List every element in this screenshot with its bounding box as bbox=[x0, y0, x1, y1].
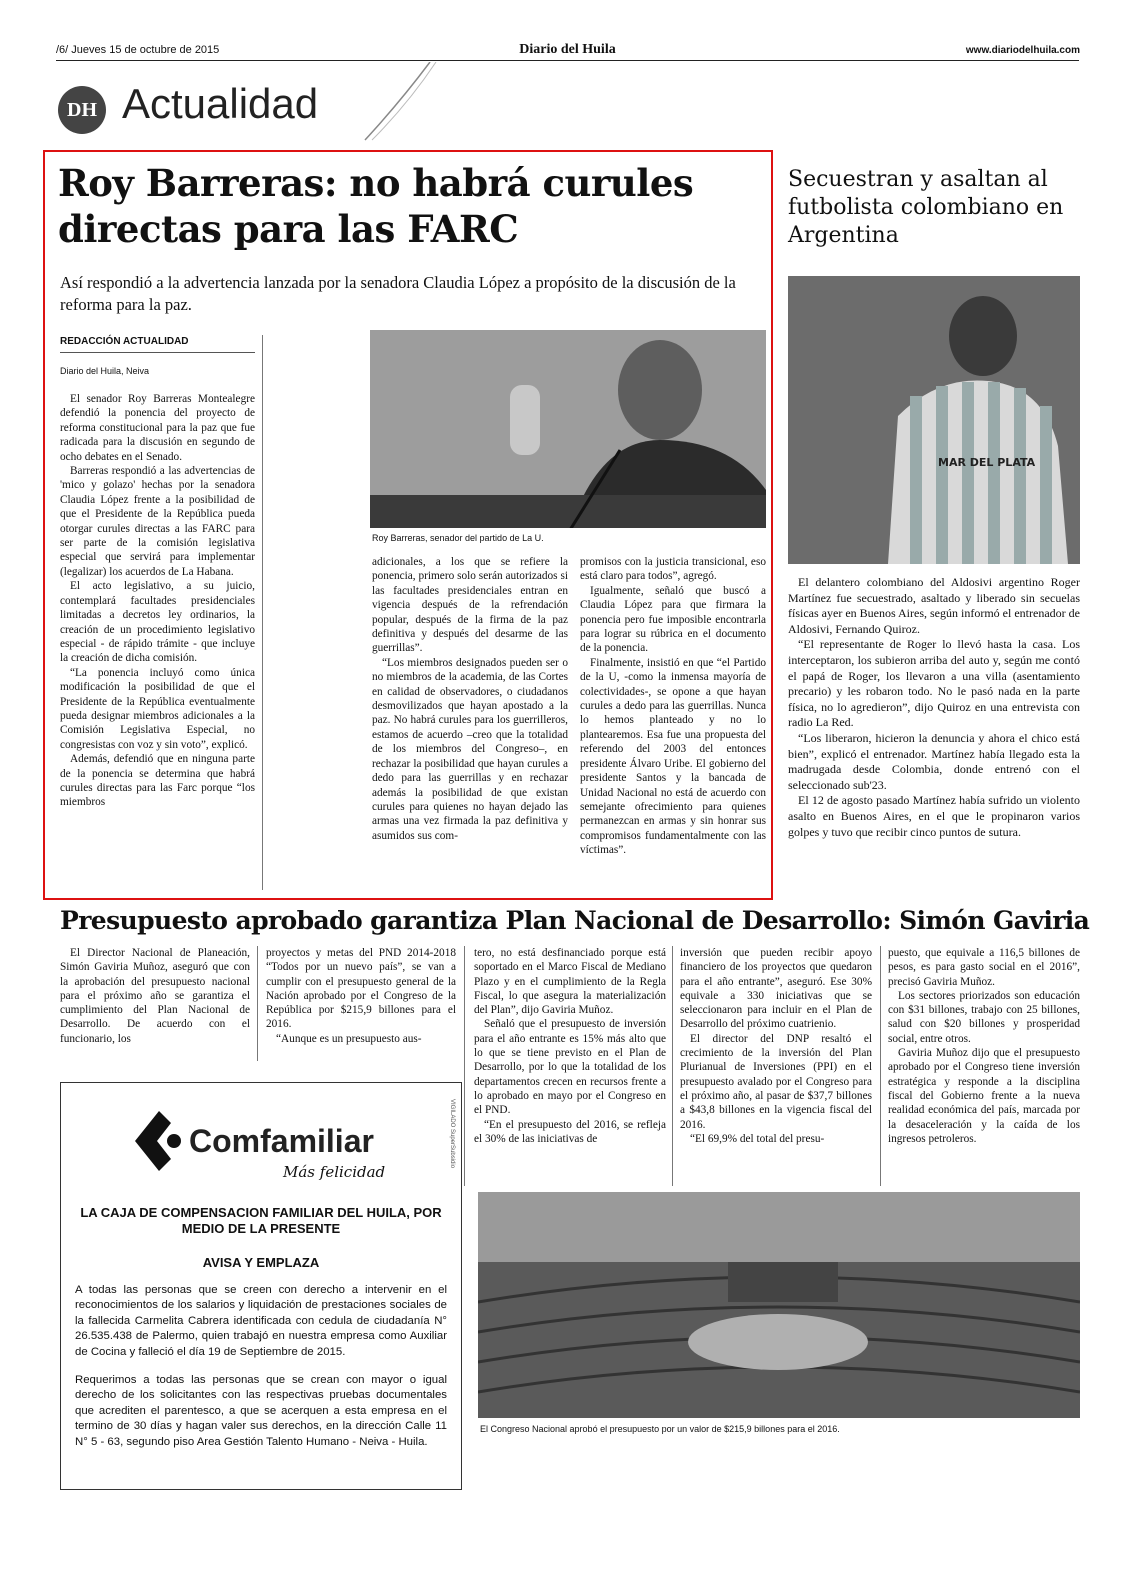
paragraph: El acto legislativo, a su juicio, contemplará facultades presidenciales limitadas a decretos ley ordinarios, la creación de un procedimiento legislativo especial - de rápido trámite - que incluye la creación de dicha comisión. bbox=[60, 580, 255, 665]
ad-paragraph: Requerimos a todas las personas que se crean con mayor o igual derecho de los solicitantes con las respectivas pruebas documentales que acrediten el parentesco, a que se acerquen a esta empresa en el termino de 30 días y hagan valer sus derechos, en la dirección Calle 11 N° 5 - 63, segundo piso Area Gestión Talento Humano - Neiva - Huila. bbox=[75, 1374, 447, 1448]
column-rule bbox=[464, 946, 465, 1186]
congress-image-icon bbox=[478, 1192, 1080, 1418]
section-title: Actualidad bbox=[122, 80, 319, 127]
paragraph: inversión que pueden recibir apoyo financiero de los proyectos que quedaron para el año entrante”, aseguró. Ese 30% equivale a 330 iniciativas que se seleccionaron para incluir en el Plan de Desarrollo del próximo cuatrienio. bbox=[680, 947, 872, 1031]
ad-brand: Comfamiliar bbox=[189, 1123, 374, 1159]
page-date: /6/ Jueves 15 de octubre de 2015 bbox=[56, 44, 220, 56]
budget-col-3 bbox=[474, 946, 666, 1146]
paragraph: El 12 de agosto pasado Martínez había sufrido un violento asalto en Buenos Aires, en el que le propinaron varios golpes y tuvo que recibir cinco puntos de sutura. bbox=[788, 793, 1080, 839]
column-rule bbox=[262, 335, 263, 890]
paragraph: adicionales, a los que se refiere la ponencia, primero solo serán autorizados si las facultades presidenciales entran en vigencia después de la refrendación popular, después de la firma de la paz definitiva y después del desarme de las guerrillas”. bbox=[372, 556, 568, 655]
paragraph: Los sectores priorizados son educación con $31 billones, trabajo con 25 billones, salud con $20 billones y prosperidad social, entre otros. bbox=[888, 989, 1080, 1045]
main-col-2 bbox=[372, 555, 568, 843]
paragraph: Igualmente, señaló que buscó a Claudia López para que firmara la ponencia pero fue imposible encontrarla para lograr su rúbrica en el documento de la ponencia. bbox=[580, 584, 766, 655]
paragraph: “Los liberaron, hicieron la denuncia y ahora el chico está bien”, explicó el entrenador. Martínez había llegado esta la madrugada desde Colombia, donde entrenó con el seleccionado sub'23. bbox=[788, 730, 1080, 792]
paragraph: “La ponencia incluyó como única modificación la posibilidad de que el Presidente de la República eventualmente pueda designar miembros adicionales a la Comisión Legislativa Especial, no congresistas con voz y sin voto”, explicó. bbox=[60, 666, 255, 751]
main-deck: Así respondió a la advertencia lanzada por la senadora Claudia López a propósito de la discusión de la reforma para la paz. bbox=[60, 273, 736, 314]
main-col-3 bbox=[580, 555, 766, 858]
byline: REDACCIÓN ACTUALIDAD bbox=[60, 336, 189, 347]
comfamiliar-logo-icon bbox=[127, 1109, 187, 1173]
paragraph: Barreras respondió a las advertencias de 'mico y golazo' hechas por la senadora Claudia López frente a la posibilidad de que el Presidente de la República pueda otorgar curules directas a las FARC para ser parte de la comisión legislativa especial que servirá para implementar (legalizar) los acuerdos de La Habana. bbox=[60, 465, 255, 578]
section-logo: DH bbox=[58, 86, 106, 134]
ad-subheading: AVISA Y EMPLAZA bbox=[202, 1255, 320, 1270]
ad-paragraph: A todas las personas que se creen con derecho a intervenir en el reconocimientos de los salarios y liquidación de prestaciones sociales de la fallecida Carmelita Cabrera identificada con cedula de ciudadanía N° 26.535.438 de Palermo, quien trabajó en nuestra empresa como Auxiliar de Cocina y falleció el día 19 de Septiembre de 2015. bbox=[75, 1284, 447, 1358]
speaker-image-icon bbox=[370, 330, 766, 528]
paragraph: El delantero colombiano del Aldosivi argentino Roger Martínez fue secuestrado, asaltado y liberado sin secuelas físicas ayer en Buenos Aires, según informó el entrenador de Aldosivi, Fernando Quiroz. bbox=[788, 575, 1080, 636]
comfamiliar-ad bbox=[60, 1082, 462, 1490]
paragraph: tero, no está desfinanciado porque está soportado en el Marco Fiscal de Mediano Plazo y en el cumplimiento de la Regla Fiscal, lo que asegura la materialización del Plan”, dijo Gaviria Muñoz. bbox=[474, 947, 666, 1017]
roy-barreras-photo bbox=[370, 330, 766, 528]
top-divider bbox=[56, 60, 1079, 61]
budget-headline: Presupuesto aprobado garantiza Plan Nacional de Desarrollo: Simón Gaviria bbox=[60, 906, 1090, 935]
paragraph: Gaviria Muñoz dijo que el presupuesto aprobado por el Congreso tiene inversión estratégica y responde a la disciplina fiscal del Gobierno frente a la nueva realidad económica del país, marcada por la desaceleración y la caída de los ingresos petroleros. bbox=[888, 1047, 1080, 1145]
budget-col-2 bbox=[266, 946, 456, 1046]
website: www.diariodelhuila.com bbox=[965, 45, 1080, 56]
photo-caption: Roy Barreras, senador del partido de La U. bbox=[372, 533, 544, 543]
paragraph: “El 69,9% del total del presu- bbox=[690, 1132, 825, 1145]
footballer-photo bbox=[788, 276, 1080, 564]
paragraph: Finalmente, insistió en que “el Partido de la U, -como la inmensa mayoría de colectividades-, se opone a que hayan curules a dedo para las guerrillas. Nunca lo hemos planteado y no lo plantearemos. Esa fue una propuesta del referendo del 2003 del entonces presidente Álvaro Uribe. El gobierno del presidente Santos y la bancada de Unidad Nacional no está de acuerdo con semejante ofrecimiento para quienes permanezcan en armas y sin honrar sus compromisos fundamentalmente con las víctimas”. bbox=[580, 656, 766, 857]
budget-col-1 bbox=[60, 946, 250, 1046]
paragraph: Además, defendió que en ninguna parte de la ponencia se determina que habrá curules directas para las Farc porque “los miembros bbox=[60, 753, 255, 809]
ad-heading: LA CAJA DE COMPENSACION FAMILIAR DEL HUILA, POR MEDIO DE LA PRESENTE bbox=[80, 1205, 442, 1236]
ad-slogan: Más felicidad bbox=[283, 1163, 386, 1181]
column-rule bbox=[880, 946, 881, 1186]
budget-col-4 bbox=[680, 946, 872, 1146]
column-rule bbox=[672, 946, 673, 1186]
paragraph: proyectos y metas del PND 2014-2018 “Todos por un nuevo país”, se van a cumplir con el presupuesto general de la Nación aprobado por el Congreso de la República por $215,9 billones para el 2016. bbox=[266, 947, 456, 1031]
swoosh-decoration-icon bbox=[360, 62, 440, 142]
paragraph: “Los miembros designados pueden ser o no miembros de la academia, de las Cortes en calidad de observadores, o ciudadanos desmovilizados que hayan apostado a la paz. No habrá curules para los guerrilleros, estamos de acuerdo –creo que la totalidad de los miembros del Congreso–, en rechazar la posibilidad que hayan curules a dedo para las guerrillas y en rechazar además la posibilidad de que existan curules para quienes no hayan dejado las armas una vez firmada la paz definitiva y asumidos sus com- bbox=[372, 656, 568, 842]
byline-divider bbox=[60, 352, 255, 353]
paragraph: “En el presupuesto del 2016, se refleja el 30% de las iniciativas de bbox=[474, 1118, 666, 1145]
paragraph: “El representante de Roger lo llevó hasta la casa. Los interceptaron, los subieron arriba del auto y, según me contó el papá de Roger, los llevaron a una villa (asentamiento precario) y les robaron todo. No le pasó nada en la parte física, no lo agredieron”, dijo Quiroz en una entrevista con radio La Red. bbox=[788, 637, 1080, 730]
paper-name: Diario del Huila bbox=[519, 42, 616, 57]
dateline: Diario del Huila, Neiva bbox=[60, 366, 150, 376]
budget-col-5 bbox=[888, 946, 1080, 1146]
paragraph: promisos con la justicia transicional, eso está claro para todos”, agregó. bbox=[580, 556, 766, 583]
side-headline: Secuestran y asaltan al futbolista colombiano en Argentina bbox=[788, 167, 1064, 248]
congress-caption: El Congreso Nacional aprobó el presupuesto por un valor de $215,9 billones para el 2016. bbox=[480, 1424, 840, 1434]
main-headline: Roy Barreras: no habrá curules directas para las FARC bbox=[58, 161, 694, 251]
side-body bbox=[788, 575, 1080, 840]
paragraph: El director del DNP resaltó el crecimiento de la inversión del Plan Plurianual de Inversiones (PPI) en el presupuesto avalado por el Congreso para el próximo año, al pasar de $37,7 billones a $43,8 billones en la vigencia fiscal del 2016. bbox=[680, 1032, 872, 1131]
paragraph: Señaló que el presupuesto de inversión para el año entrante es 15% más alto que lo que se tiene previsto en el Plan de Desarrollo, por lo que la totalidad de los departamentos crecen en recursos frente a lo aprobado en mayo por el Congreso en el PND. bbox=[474, 1018, 666, 1117]
congress-photo bbox=[478, 1192, 1080, 1418]
paragraph: El Director Nacional de Planeación, Simón Gaviria Muñoz, aseguró que con la aprobación del presupuesto nacional para el próximo año se garantiza el cumplimiento del Plan Nacional de Desarrollo. De acuerdo con el funcionario, los bbox=[60, 947, 250, 1045]
column-rule bbox=[257, 946, 258, 1061]
paragraph: “Aunque es un presupuesto aus- bbox=[276, 1032, 422, 1045]
main-col-1 bbox=[60, 392, 255, 810]
shirt-text: MAR DEL PLATA bbox=[938, 456, 1036, 469]
ad-vertical-note: VIGILADO SuperSubsidio bbox=[449, 1099, 455, 1169]
footballer-image-icon bbox=[788, 276, 1080, 564]
paragraph: El senador Roy Barreras Montealegre defendió la ponencia del proyecto de reforma constitucional para la paz que fue radicada para la discusión en segundo de ocho debates en el Senado. bbox=[60, 393, 255, 463]
paragraph: puesto, que equivale a 116,5 billones de pesos, es para gasto social en el 2016”, precisó Gaviria Muñoz. bbox=[888, 947, 1080, 988]
